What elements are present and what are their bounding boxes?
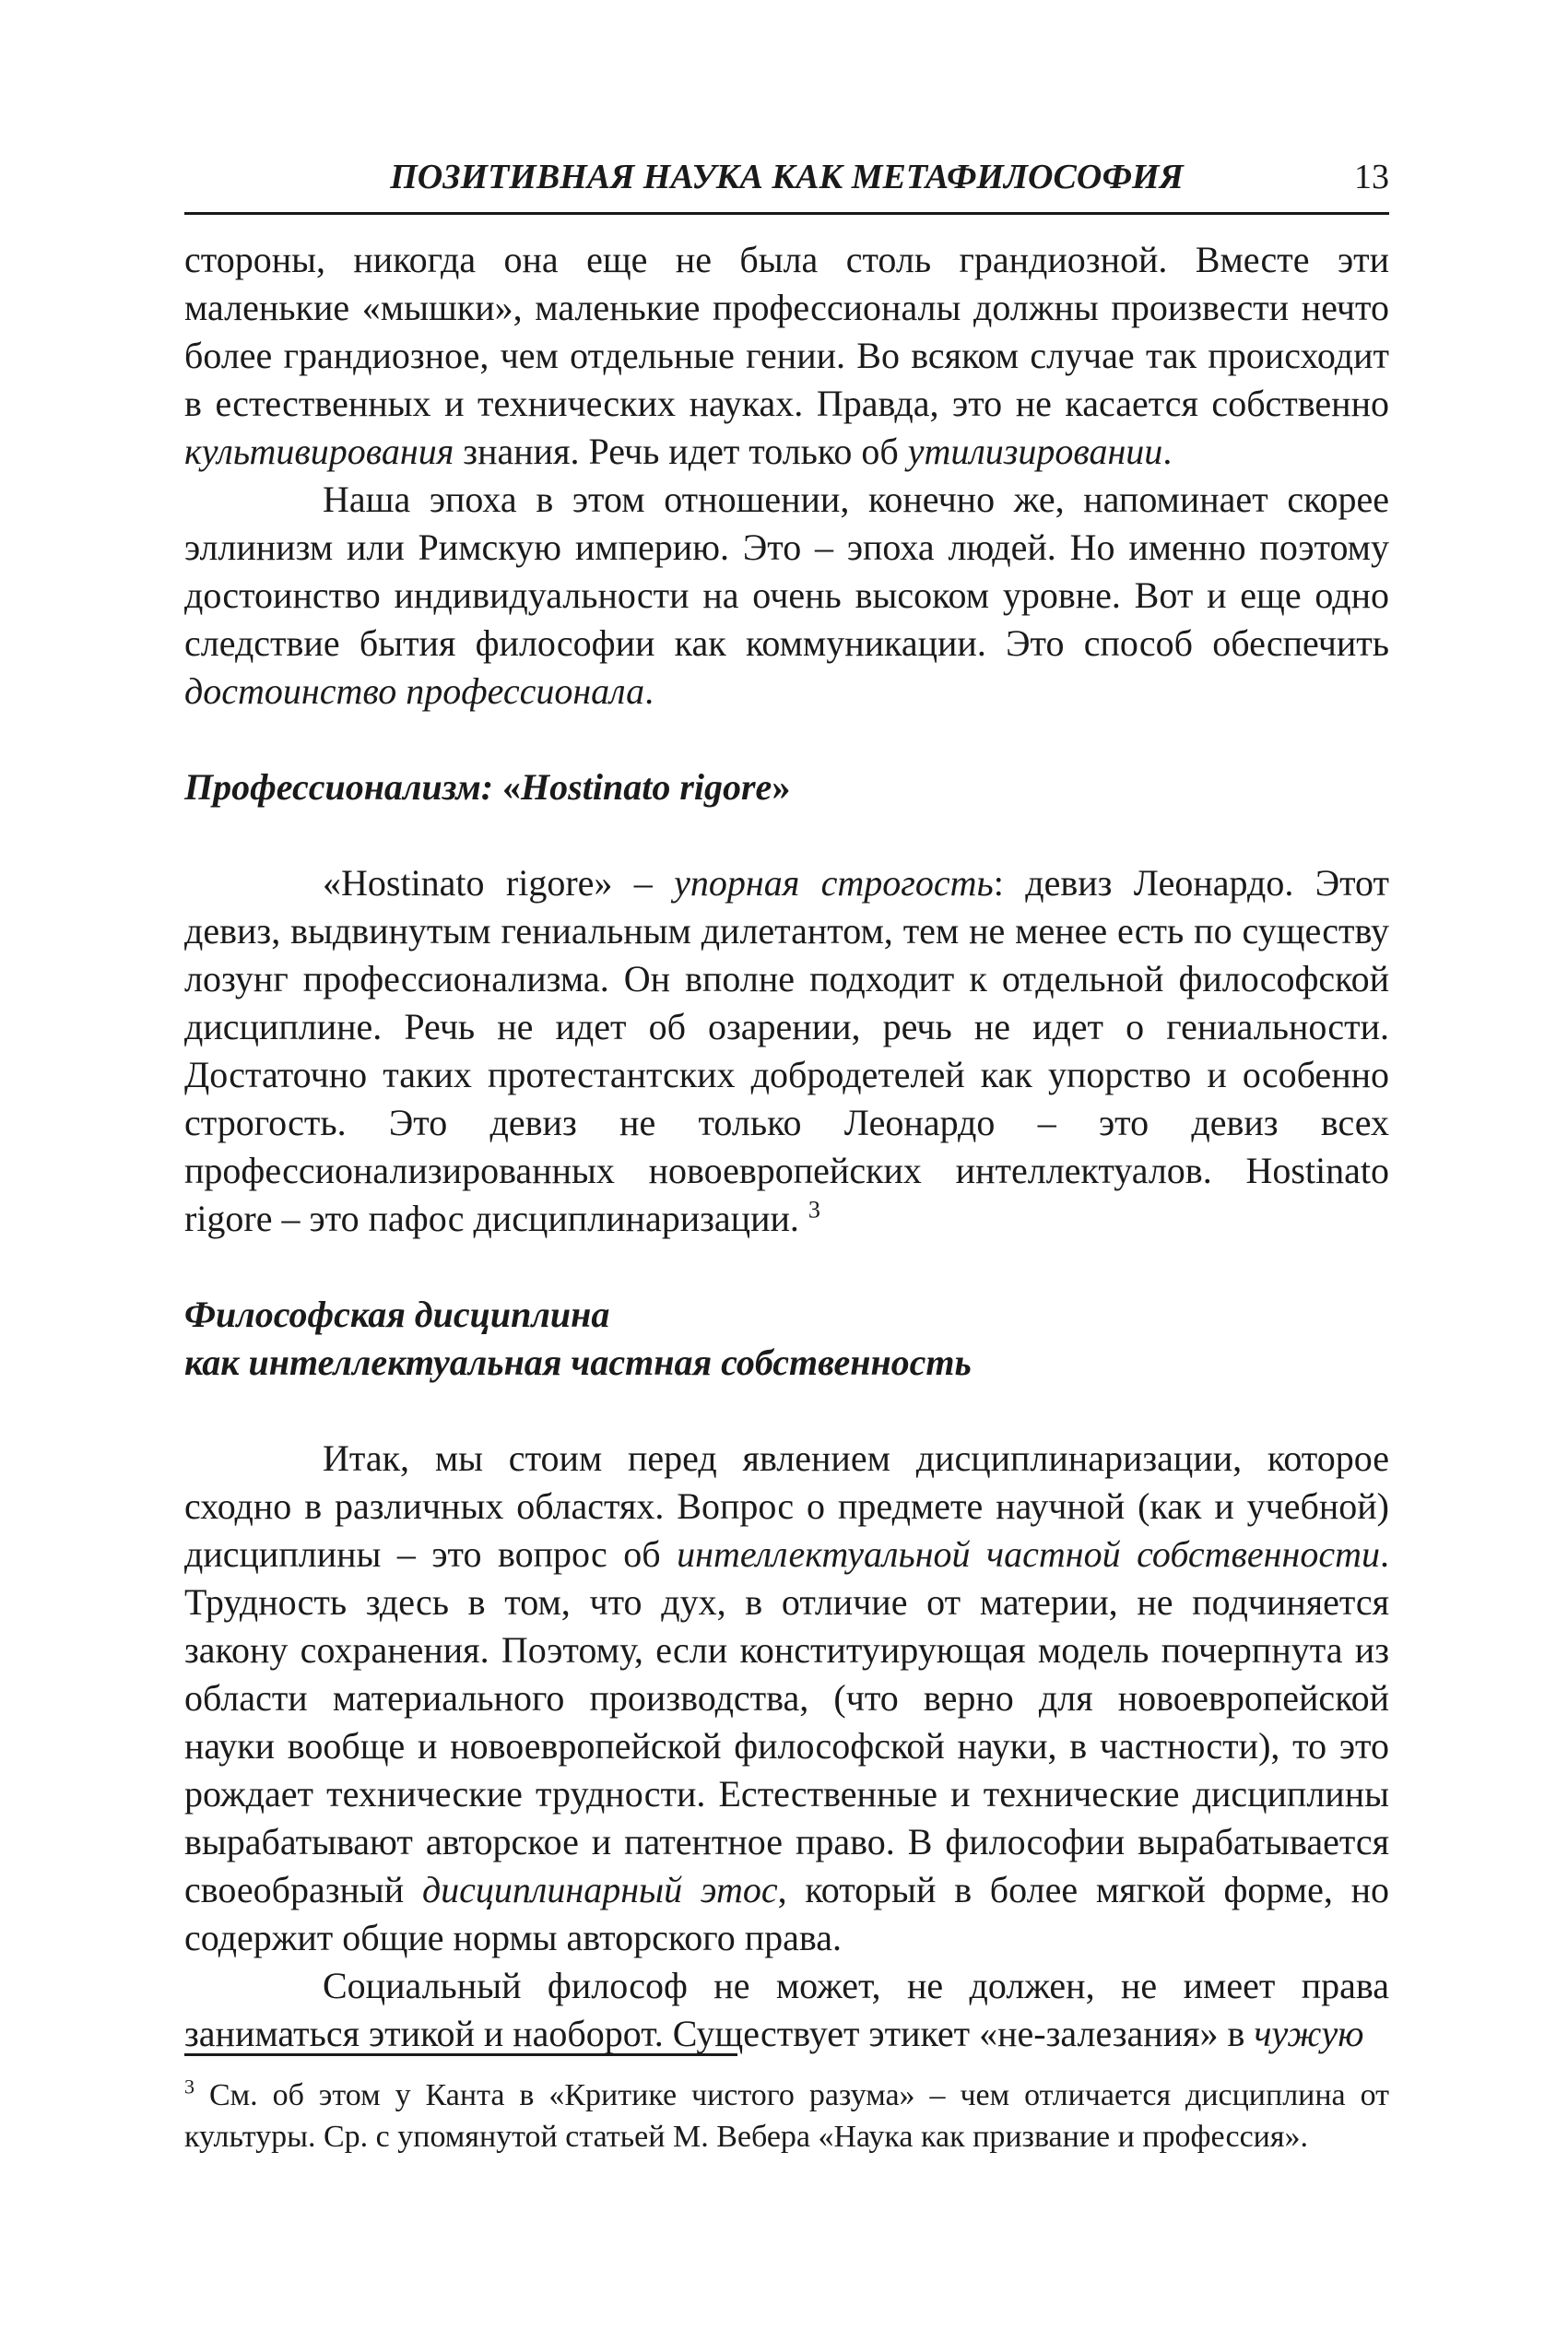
text-run: Социальный философ не может, не должен, не имеет права заниматься этикой и наоборот. Существует этикет «не-залезания» в bbox=[184, 1965, 1389, 2054]
paragraph-5 bbox=[184, 1962, 1389, 2058]
page-number: 13 bbox=[1354, 158, 1389, 196]
running-header bbox=[184, 155, 1389, 215]
paragraph-4 bbox=[184, 1435, 1389, 1962]
emphasis: утилизировании bbox=[907, 431, 1163, 472]
footnote-text: См. об этом у Канта в «Критике чистого разума» – чем отличается дисциплина от культуры. Ср. с упомянутой статьей М. Вебера «Наука как призвание и профессия». bbox=[184, 2078, 1389, 2154]
section-heading-discipline-line-1: Философская дисциплина bbox=[184, 1294, 610, 1335]
text-run: стороны, никогда она еще не была столь грандиозной. Вместе эти маленькие «мышки», маленькие профессионалы должны произвести нечто более грандиозное, чем отдельные гении. Во всяком случае так происходит в естественных и технических науках. Правда, это не касается собственно bbox=[184, 239, 1389, 424]
footnote-reference: 3 bbox=[808, 1196, 820, 1224]
text-run: знания. Речь идет только об bbox=[454, 431, 908, 472]
emphasis: чужую bbox=[1254, 2013, 1364, 2054]
section-heading-discipline-line-2: как интеллектуальная частная собственность bbox=[184, 1342, 972, 1383]
emphasis: интеллектуальной частной собственности bbox=[677, 1533, 1380, 1575]
running-title: ПОЗИТИВНАЯ НАУКА КАК МЕТАФИЛОСОФИЯ bbox=[390, 158, 1184, 196]
text-run: . bbox=[1162, 431, 1173, 472]
text-run: : девиз Леонардо. Этот девиз, выдвинутым гениальным дилетантом, тем не менее есть по существу лозунг профессионализма. Он вполне подходит к отдельной философской дисциплине. Речь не идет об озарении, речь не идет о гениальности. Достаточно таких протестантских добродетелей как упорство и особенно строгость. Это девиз не только Леонардо – это девиз всех профессионализированных новоевропейских интеллектуалов. Hostinato rigore – это пафос дисциплинаризации. bbox=[184, 862, 1390, 1239]
paragraph-1 bbox=[184, 236, 1389, 476]
heading-text: Hostinato rigore bbox=[521, 766, 772, 808]
text-run: . bbox=[644, 670, 654, 712]
heading-quote: « bbox=[502, 766, 522, 808]
footnote-separator bbox=[184, 2053, 737, 2056]
text-run: Наша эпоха в этом отношении, конечно же, напоминает скорее эллинизм или Римскую империю. Это – эпоха людей. Но именно поэтому достоинство индивидуальности на очень высоком уровне. Вот и еще одно следствие бытия философии как коммуникации. Это способ обеспечить bbox=[184, 479, 1389, 664]
heading-quote: » bbox=[772, 766, 791, 808]
emphasis: достоинство профессионала bbox=[184, 670, 645, 712]
text-run: «Hostinato rigore» – bbox=[323, 862, 675, 904]
text-run: . Трудность здесь в том, что дух, в отличие от материи, не подчиняется закону сохранения. Поэтому, если конституирующая модель почерпнута из области материального производства, (что верно для новоевропейской науки вообще и новоевропейской философской науки, в частности), то это рождает технические трудности. Естественные и технические дисциплины вырабатывают авторское и патентное право. В философии вырабатывается своеобразный bbox=[184, 1533, 1389, 1910]
paragraph-2 bbox=[184, 476, 1389, 715]
emphasis: культивирования bbox=[184, 431, 454, 472]
section-heading-professionalism bbox=[184, 763, 1389, 811]
footnote bbox=[184, 2075, 1389, 2158]
text-run: , который в более мягкой форме, но содержит общие нормы авторского права. bbox=[184, 1869, 1389, 1958]
footnote-mark: 3 bbox=[184, 2075, 195, 2099]
emphasis: дисциплинарный этос bbox=[421, 1869, 778, 1910]
body-text bbox=[184, 236, 1389, 2058]
text-run: Итак, мы стоим перед явлением дисциплинаризации, которое сходно в различных областях. Вопрос о предмете научной (как и учебной) дисциплины – это вопрос об bbox=[184, 1437, 1389, 1575]
emphasis: упорная строгость bbox=[674, 862, 994, 904]
paragraph-3 bbox=[184, 859, 1389, 1243]
heading-text: Профессионализм: bbox=[184, 766, 503, 808]
